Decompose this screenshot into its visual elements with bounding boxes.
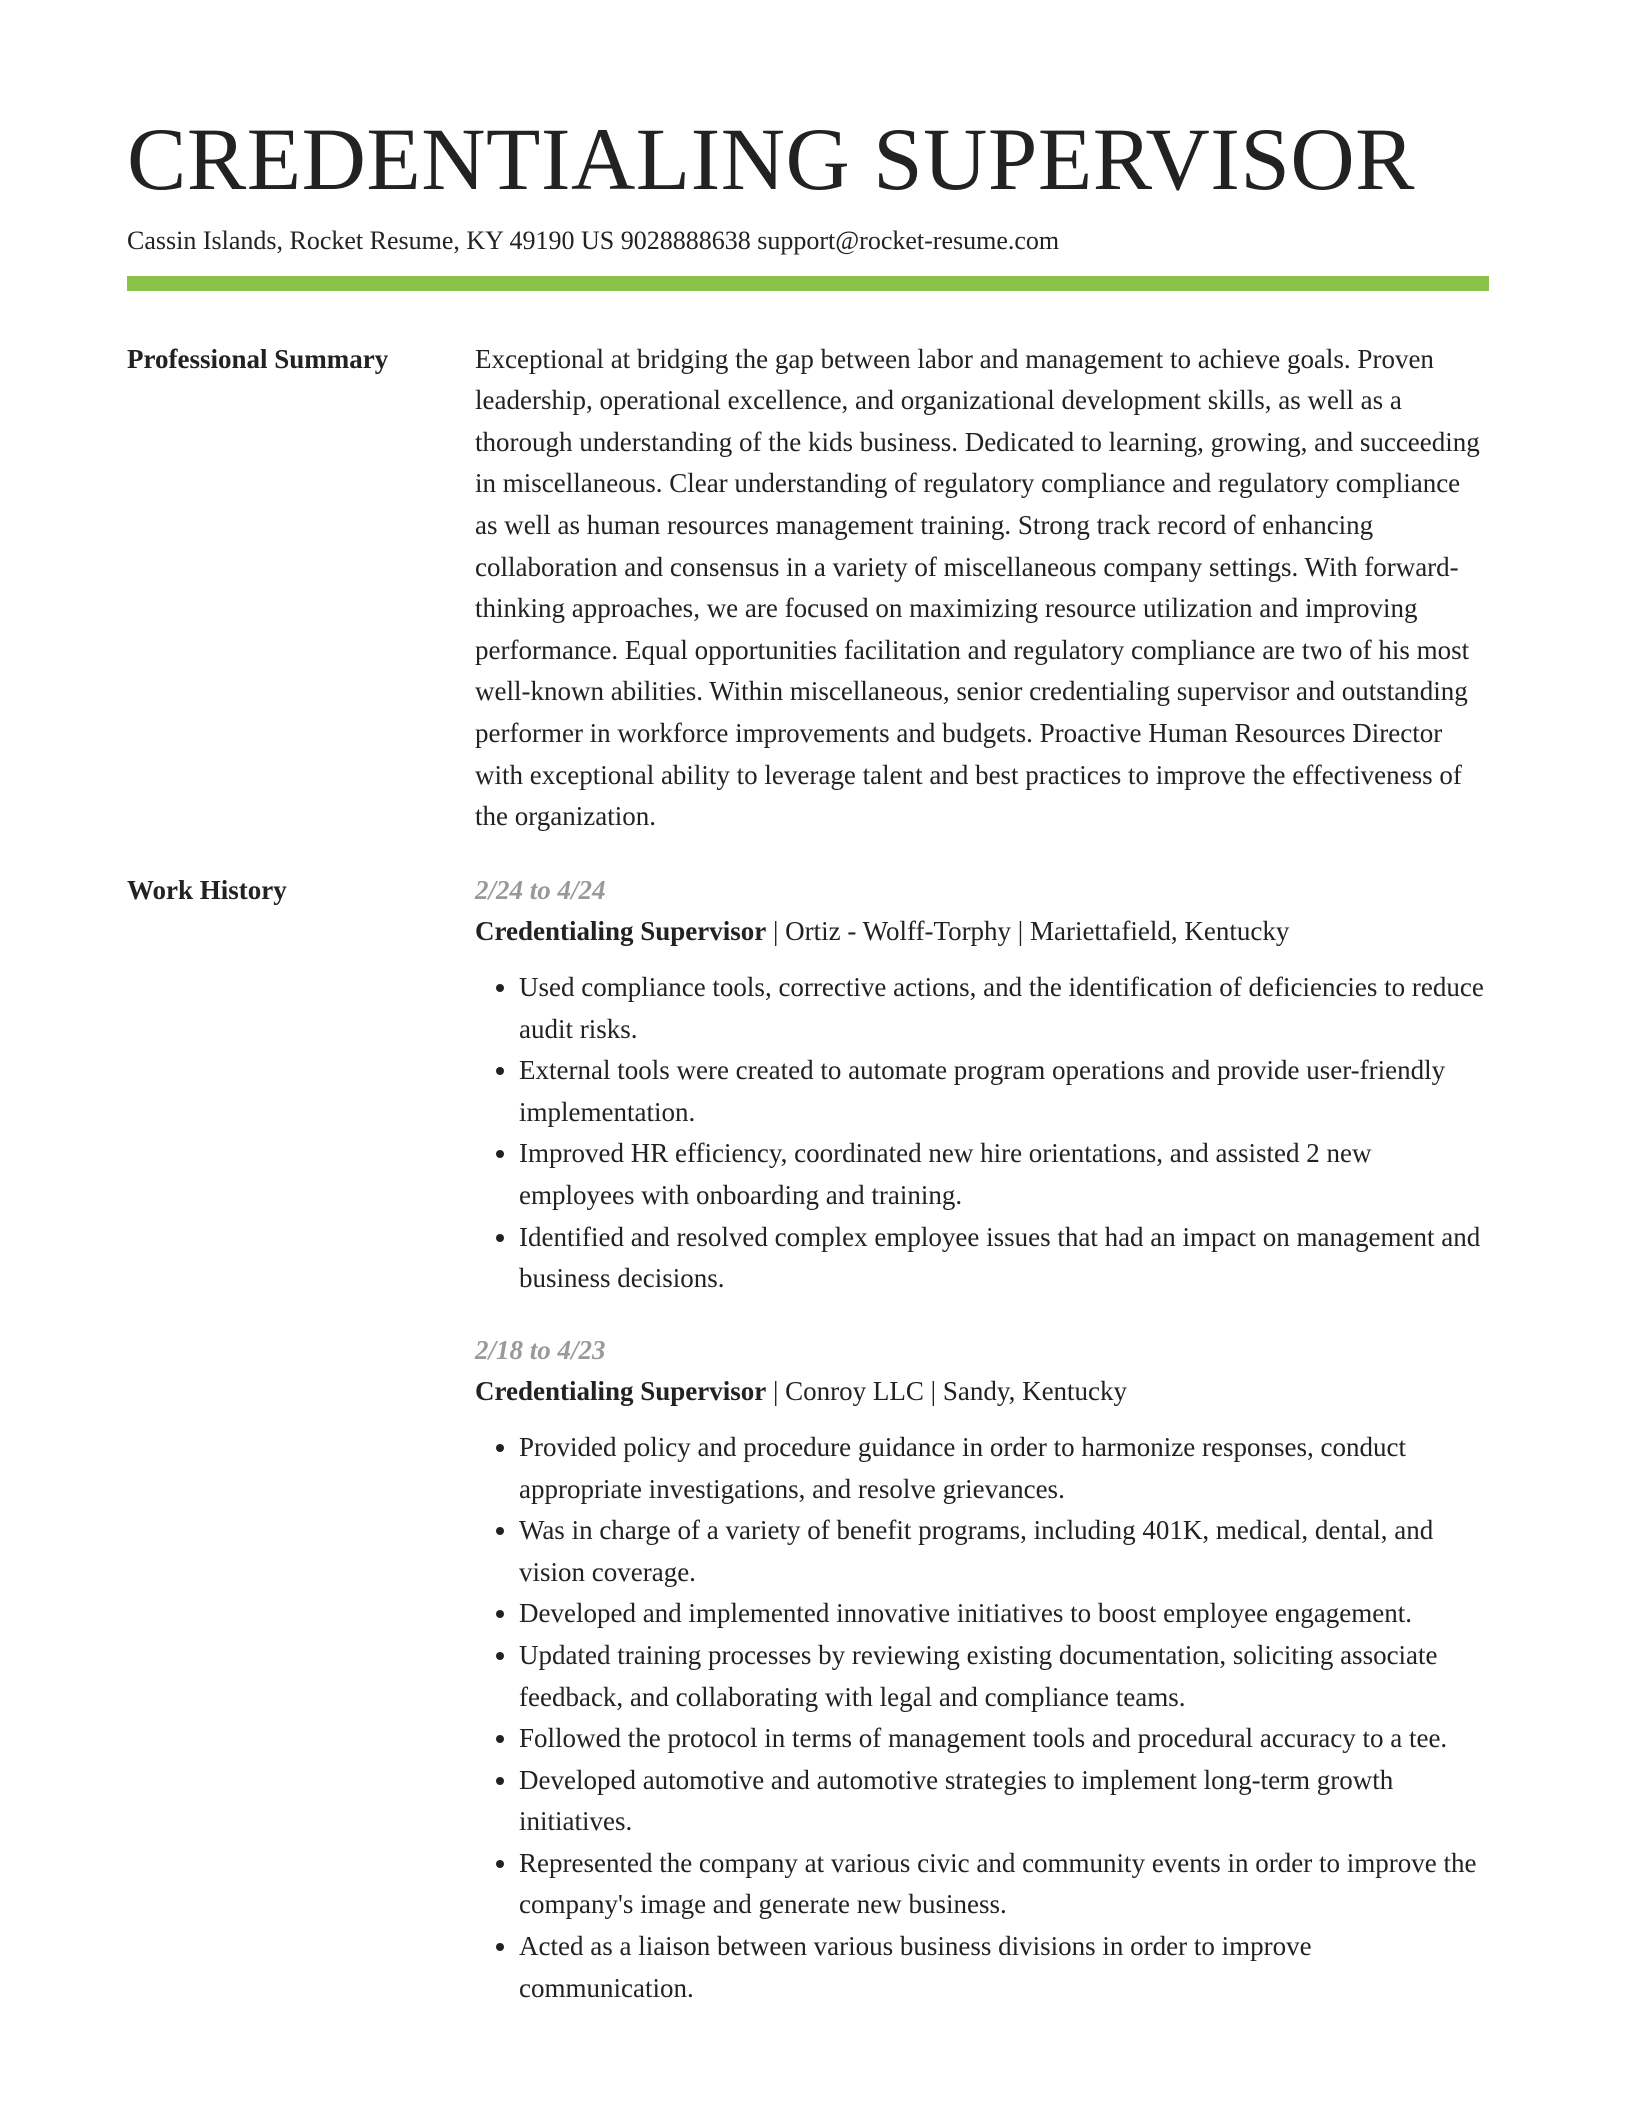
job-bullet: • Was in charge of a variety of benefit programs, including 401K, medical, dental, and vision coverage. <box>519 1510 1489 1593</box>
job-title: Credentialing Supervisor <box>475 1376 767 1407</box>
work-history-section <box>127 870 1489 2009</box>
contact-email: support@rocket-resume.com <box>757 225 1060 255</box>
accent-divider <box>127 276 1489 291</box>
job-entry <box>475 870 1489 1300</box>
job-bullet: • Acted as a liaison between various business divisions in order to improve communication. <box>519 1926 1489 2009</box>
job-bullet: • Identified and resolved complex employee issues that had an impact on management and business decisions. <box>519 1217 1489 1300</box>
job-heading <box>475 1371 1489 1413</box>
job-employer-location: | Conroy LLC | Sandy, Kentucky <box>766 1376 1128 1407</box>
job-bullet: • Provided policy and procedure guidance in order to harmonize responses, conduct appropriate investigations, and resolve grievances. <box>519 1427 1489 1510</box>
job-title: Credentialing Supervisor <box>475 916 767 947</box>
candidate-name: CREDENTIALING SUPERVISOR <box>127 111 1415 209</box>
contact-address: Cassin Islands, Rocket Resume, KY 49190 US <box>127 225 615 255</box>
section-label-work-history: Work History <box>127 874 287 905</box>
job-bullet: • Represented the company at various civic and community events in order to improve the company's image and generate new business. <box>519 1843 1489 1926</box>
job-bullet: • Improved HR efficiency, coordinated new hire orientations, and assisted 2 new employees with onboarding and training. <box>519 1133 1489 1216</box>
job-dates: 2/24 to 4/24 <box>475 874 606 905</box>
job-bullet: • Followed the protocol in terms of management tools and procedural accuracy to a tee. <box>519 1718 1489 1760</box>
contact-line <box>127 224 1489 258</box>
job-bullet: • Used compliance tools, corrective actions, and the identification of deficiencies to reduce audit risks. <box>519 967 1489 1050</box>
job-bullet: • External tools were created to automate program operations and provide user-friendly implementation. <box>519 1050 1489 1133</box>
job-heading <box>475 911 1489 953</box>
job-bullet: • Updated training processes by reviewing existing documentation, soliciting associate feedback, and collaborating with legal and compliance teams. <box>519 1635 1489 1718</box>
contact-phone: 9028888638 <box>620 225 751 255</box>
professional-summary-section <box>127 339 1489 838</box>
summary-text: Exceptional at bridging the gap between labor and management to achieve goals. Proven leadership, operational excellence, and organizational development skills, as well as a thorough understanding of the kids business. Dedicated to learning, growing, and succeeding in miscellaneous. Clear understanding of regulatory compliance and regulatory compliance as well as human resources management training. Strong track record of enhancing collaboration and consensus in a variety of miscellaneous company settings. With forward-thinking approaches, we are focused on maximizing resource utilization and improving performance. Equal opportunities facilitation and regulatory compliance are two of his most well-known abilities. Within miscellaneous, senior credentialing supervisor and outstanding performer in workforce improvements and budgets. Proactive Human Resources Director with exceptional ability to leverage talent and best practices to improve the effectiveness of the organization. <box>475 343 1480 832</box>
section-label-summary: Professional Summary <box>127 343 389 374</box>
job-bullets <box>475 967 1489 1300</box>
resume-page <box>127 112 1489 2009</box>
job-dates: 2/18 to 4/23 <box>475 1334 606 1365</box>
job-bullet: • Developed automotive and automotive strategies to implement long-term growth initiatives. <box>519 1760 1489 1843</box>
work-history-list <box>475 870 1489 2009</box>
job-employer-location: | Ortiz - Wolff-Torphy | Mariettafield, Kentucky <box>766 916 1290 947</box>
job-bullets <box>475 1427 1489 2009</box>
job-bullet: • Developed and implemented innovative initiatives to boost employee engagement. <box>519 1593 1489 1635</box>
job-entry <box>475 1330 1489 2010</box>
